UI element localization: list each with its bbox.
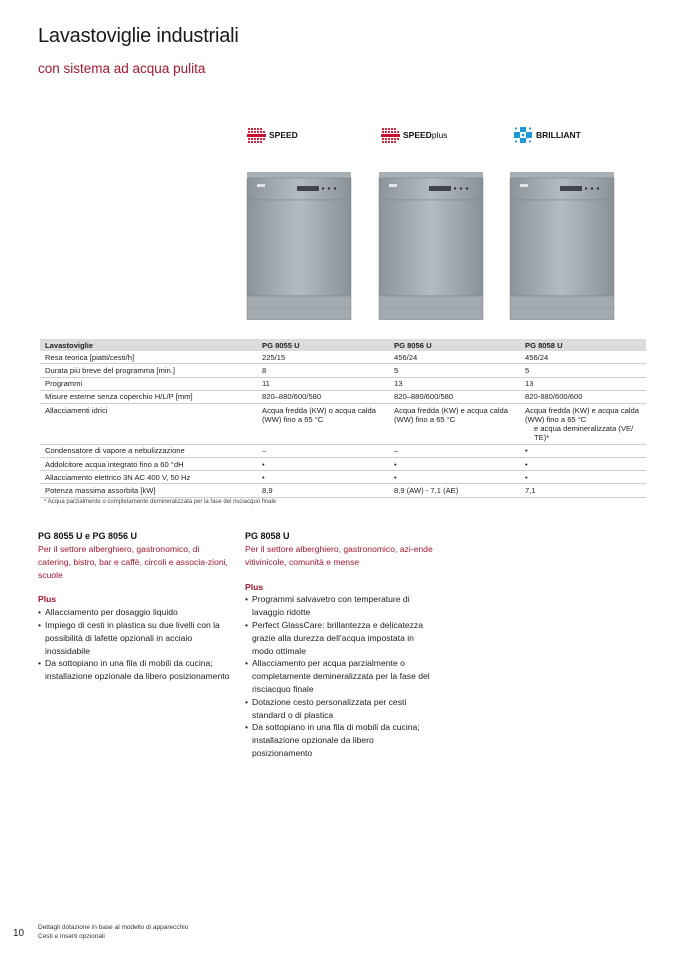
badge-speed-label: SPEED — [269, 130, 298, 140]
table-cell: – — [257, 444, 389, 457]
table-cell-text-indent: e acqua demineralizzata (VE/ TE)* — [534, 423, 634, 443]
table-cell: 8,9 (AW) - 7,1 (AE) — [389, 484, 520, 497]
list-item: • Allacciamento per dosaggio liquido — [38, 606, 230, 619]
spec-table — [40, 339, 646, 498]
badge-speedplus-suffix: plus — [431, 130, 448, 140]
table-cell: Allacciamenti idrici — [40, 404, 257, 445]
dishwasher-pg8056-image — [377, 172, 485, 320]
table-cell: Acqua fredda (KW) o acqua calda (WW) fino a 65 °C — [257, 404, 389, 445]
badge-speed — [246, 126, 298, 144]
list-item: • Da sottopiano in una fila di mobili da cucina; installazione opzionale da libero posizionamento — [38, 657, 230, 683]
table-cell: • — [257, 471, 389, 484]
table-cell: Potenza massima assorbita [kW] — [40, 484, 257, 497]
table-cell: • — [520, 471, 646, 484]
table-row — [40, 458, 646, 471]
table-row — [40, 404, 646, 445]
table-header-row — [40, 339, 646, 351]
badge-brilliant-label: BRILLIANT — [536, 130, 581, 140]
page-title: Lavastoviglie industriali — [38, 25, 239, 47]
list-item: • Da sottopiano in una fila di mobili da cucina; installazione opzionale da libero posizionamento — [245, 721, 435, 759]
left-column-sector: Per il settore alberghiero, gastronomico, di catering, bistro, bar e caffè, circoli e associa-zioni, scuole — [38, 544, 228, 580]
table-cell: 820-880/600/600 — [520, 390, 646, 403]
table-row — [40, 377, 646, 390]
table-cell: Resa teorica [piatti/cesti/h] — [40, 351, 257, 364]
table-cell: 11 — [257, 377, 389, 390]
right-column-sector: Per il settore alberghiero, gastronomico, azi-ende vitivinicole, comunità e mense — [245, 544, 433, 567]
list-item: • Dotazione cesto personalizzata per cesti standard o di plastica — [245, 696, 435, 722]
right-column — [245, 530, 435, 760]
table-cell: 820–880/600/580 — [257, 390, 389, 403]
table-cell: Durata più breve del programma [min.] — [40, 364, 257, 377]
table-header-cell: Lavastoviglie — [40, 339, 257, 351]
list-item: • Impiego di cesti in plastica su due livelli con la possibilità di lafette opzionali in acciaio inossidabile — [38, 619, 230, 657]
table-cell: • — [520, 444, 646, 457]
dishwasher-pg8058-image — [508, 172, 616, 320]
table-cell: • — [257, 458, 389, 471]
right-column-heading: PG 8058 U — [245, 531, 290, 541]
list-item: • Programmi salvavetro con temperature di lavaggio ridotte — [245, 593, 435, 619]
table-cell: 7,1 — [520, 484, 646, 497]
table-cell: Condensatore di vapore a nebulizzazione — [40, 444, 257, 457]
dishwasher-pg8055-image — [245, 172, 353, 320]
table-cell: 8 — [257, 364, 389, 377]
table-cell: 225/15 — [257, 351, 389, 364]
list-item: • Perfect GlassCare: brillantezza e delicatezza grazie alla durezza dell’acqua impostata in modo ottimale — [245, 619, 435, 657]
table-row — [40, 364, 646, 377]
table-cell: Programmi — [40, 377, 257, 390]
table-cell: Allacciamento elettrico 3N AC 400 V, 50 Hz — [40, 471, 257, 484]
table-cell: • — [389, 458, 520, 471]
table-cell-text: Acqua fredda (KW) e acqua calda (WW) fino a 65 °C — [525, 405, 639, 424]
brilliant-logo-icon — [513, 126, 533, 144]
table-row — [40, 444, 646, 457]
left-column-heading: PG 8055 U e PG 8056 U — [38, 531, 138, 541]
footer-line: Cesti e inserti opzionali — [38, 932, 105, 940]
footer-line: Dettagli dotazione in base al modello di apparecchio — [38, 924, 189, 931]
table-row — [40, 351, 646, 364]
table-header-cell: PG 8055 U — [257, 339, 389, 351]
badge-speedplus-label: SPEED — [403, 130, 432, 140]
table-cell: 5 — [520, 364, 646, 377]
footer-notes — [38, 924, 188, 941]
right-column-plus-label: Plus — [245, 581, 264, 592]
table-cell: 8,9 — [257, 484, 389, 497]
table-cell: • — [389, 471, 520, 484]
table-cell: • — [520, 458, 646, 471]
table-cell: – — [389, 444, 520, 457]
right-column-list — [245, 593, 435, 759]
table-cell: 820–880/600/580 — [389, 390, 520, 403]
table-row — [40, 471, 646, 484]
table-footnote: * Acqua parzialmente o completamente demineralizzata per la fase del risciacquo finale — [44, 499, 277, 505]
table-cell — [520, 404, 646, 445]
page-subtitle: con sistema ad acqua pulita — [38, 61, 206, 76]
table-cell: 13 — [520, 377, 646, 390]
left-column — [38, 530, 230, 683]
left-column-list — [38, 606, 230, 683]
table-cell: Addolcitore acqua integrato fino a 60 °dH — [40, 458, 257, 471]
table-row — [40, 484, 646, 497]
table-header-cell: PG 8058 U — [520, 339, 646, 351]
badge-brilliant — [513, 126, 581, 144]
table-cell: Acqua fredda (KW) e acqua calda (WW) fino a 65 °C — [389, 404, 520, 445]
table-cell: 456/24 — [389, 351, 520, 364]
list-item: • Allacciamento per acqua parzialmente o completamente demineralizzata per la fase del risciacquo finale — [245, 657, 435, 695]
left-column-plus-label: Plus — [38, 594, 57, 605]
table-cell: 13 — [389, 377, 520, 390]
badge-speedplus — [380, 126, 447, 144]
page-number: 10 — [13, 928, 25, 939]
table-row — [40, 390, 646, 403]
table-cell: 5 — [389, 364, 520, 377]
table-header-cell: PG 8056 U — [389, 339, 520, 351]
speed-logo-icon — [246, 126, 266, 144]
speed-logo-icon — [380, 126, 400, 144]
table-cell: 456/24 — [520, 351, 646, 364]
table-cell: Misure esterne senza coperchio H/L/P [mm] — [40, 390, 257, 403]
